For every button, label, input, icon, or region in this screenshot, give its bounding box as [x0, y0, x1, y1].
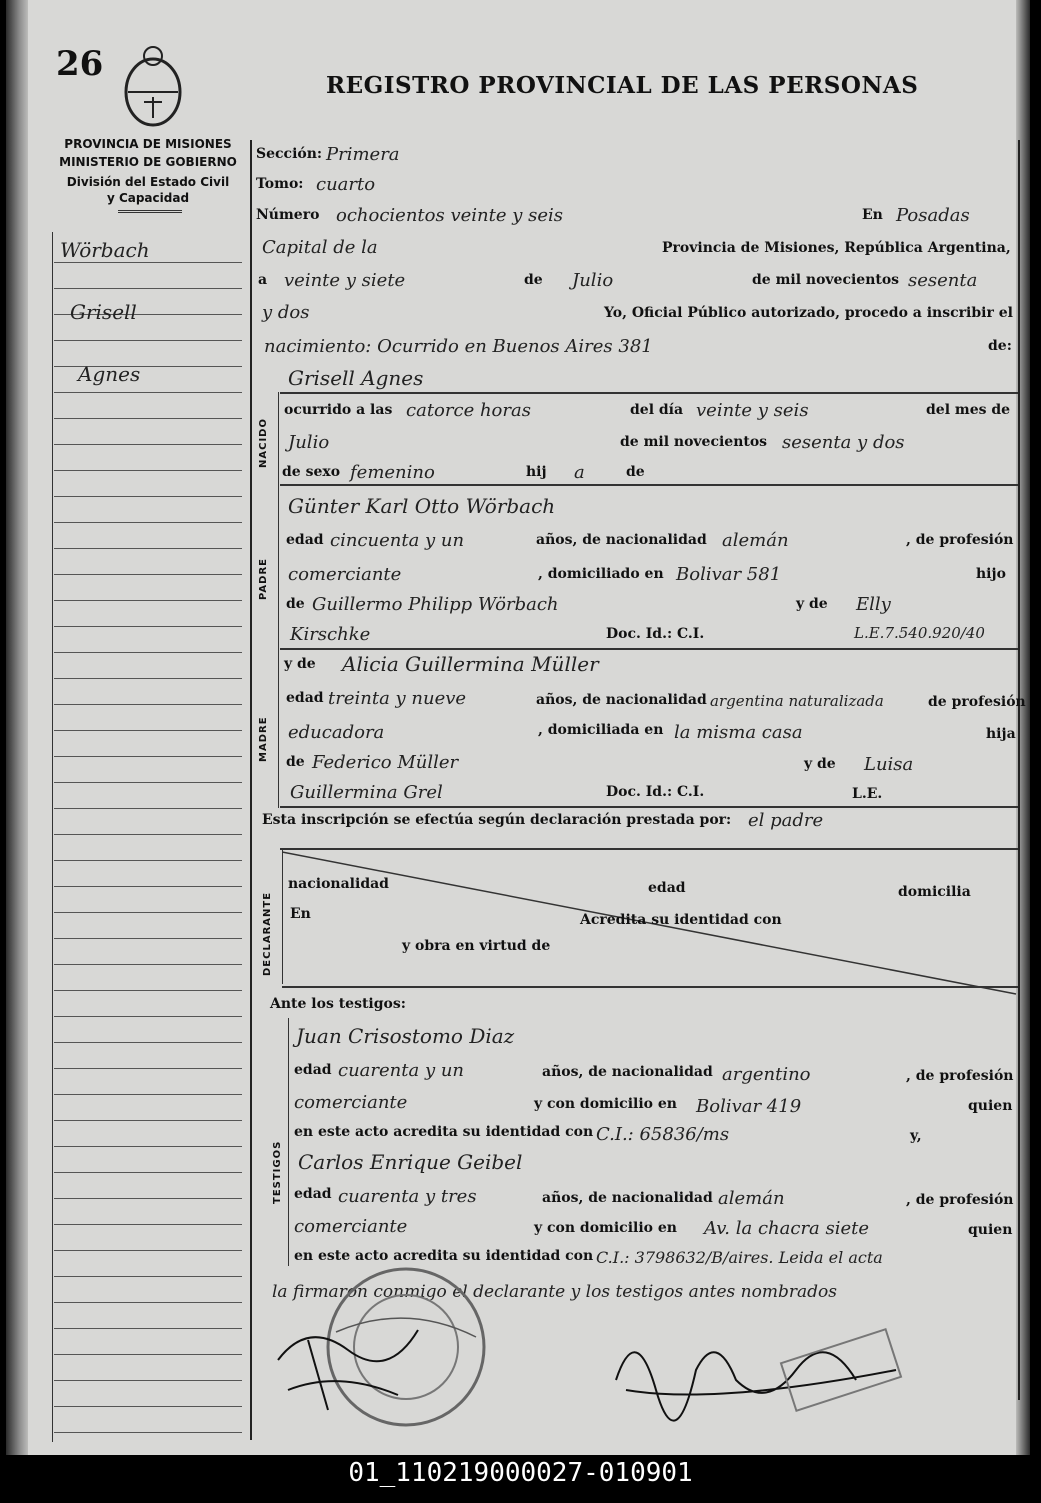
book-binding	[6, 0, 28, 1455]
seccion-label: Sección:	[256, 146, 323, 162]
section-divider	[278, 484, 279, 648]
tomo-value: cuarto	[316, 174, 376, 195]
ciudad-value: Posadas	[896, 205, 970, 226]
testigo-1-nacionalidad: argentino	[722, 1064, 811, 1085]
anos-nac-label-2: años, de nacionalidad	[536, 692, 707, 708]
mes-value: Julio	[572, 270, 614, 291]
margin-ruled-line	[54, 704, 242, 705]
numero-value: ochocientos veinte y seis	[336, 205, 564, 226]
del-dia-label: del día	[630, 402, 684, 418]
domiciliada-label: , domiciliada en	[538, 722, 664, 738]
anio-value-1: sesenta	[908, 270, 978, 291]
margin-ruled-line	[54, 418, 242, 419]
section-divider	[288, 1018, 289, 1266]
de-prof-label-3: , de profesión	[906, 1068, 1014, 1084]
margin-ruled-line	[54, 782, 242, 783]
padre-padre: Guillermo Philipp Wörbach	[312, 594, 559, 615]
margin-ruled-line	[54, 1302, 242, 1303]
hija-label: hija	[986, 726, 1016, 742]
de-mil-label: de mil novecientos	[752, 272, 900, 288]
divider	[118, 210, 182, 213]
testigo-1-profesion: comerciante	[294, 1092, 408, 1113]
padre-nacionalidad: alemán	[722, 530, 789, 551]
madre-profesion: educadora	[288, 722, 385, 743]
sexo-value: femenino	[350, 462, 435, 483]
con-domicilio-label: y con domicilio en	[534, 1096, 677, 1112]
margin-name-2: Agnes	[78, 362, 141, 386]
de-sexo-label: de sexo	[282, 464, 341, 480]
margin-ruled-line	[54, 730, 242, 731]
anio-nac-value: sesenta y dos	[782, 432, 905, 453]
testigo-1-edad: cuarenta y un	[338, 1060, 465, 1081]
madre-edad: treinta y nueve	[328, 688, 467, 709]
hijo-label: hijo	[976, 566, 1006, 582]
division-name: División del Estado Civil	[66, 175, 230, 189]
domiciliado-label: , domiciliado en	[538, 566, 664, 582]
mes-nac-value: Julio	[288, 432, 330, 453]
testigo-1-domicilio: Bolivar 419	[696, 1096, 802, 1117]
y-obra-label: y obra en virtud de	[402, 938, 551, 954]
margin-ruled-line	[54, 262, 242, 263]
de-label-4: de	[286, 754, 305, 770]
section-divider	[278, 392, 279, 484]
padre-doc: L.E.7.540.920/40	[854, 624, 985, 642]
ministry-name: MINISTERIO DE GOBIERNO	[59, 155, 237, 169]
margin-ruled-line	[54, 626, 242, 627]
margin-name-1: Grisell	[70, 300, 137, 324]
testigo-1-doc: C.I.: 65836/ms	[596, 1124, 730, 1145]
margin-ruled-line	[54, 470, 242, 471]
section-rule	[280, 806, 1018, 808]
margin-ruled-line	[54, 860, 242, 861]
margin-ruled-line	[54, 522, 242, 523]
document-page	[6, 0, 1030, 1455]
margin-ruled-line	[54, 938, 242, 939]
esta-inscripcion-label: Esta inscripción se efectúa según declaración prestada por:	[262, 812, 732, 828]
margin-ruled-line	[54, 1146, 242, 1147]
tomo-label: Tomo:	[256, 176, 304, 192]
y-de-label-2: y de	[284, 656, 316, 672]
main-frame-left	[250, 140, 252, 1440]
margin-ruled-line	[54, 964, 242, 965]
y-label: y,	[910, 1128, 922, 1144]
padre-madre-2: Kirschke	[290, 624, 371, 645]
edad-label: edad	[286, 532, 324, 548]
coat-of-arms-icon	[114, 42, 192, 128]
section-rule	[282, 986, 1018, 988]
margin-surname: Wörbach	[60, 238, 150, 262]
section-rule	[280, 392, 1018, 394]
margin-ruled-line	[54, 444, 242, 445]
margin-ruled-line	[54, 1120, 242, 1121]
margin-ruled-line	[54, 1172, 242, 1173]
doc-id-label-2: Doc. Id.: C.I.	[606, 784, 705, 800]
margin-ruled-line	[54, 496, 242, 497]
en-este-acto-label: en este acto acredita su identidad con	[294, 1124, 594, 1140]
section-rule	[280, 484, 1018, 486]
padre-edad: cincuenta y un	[330, 530, 465, 551]
numero-label: Número	[256, 207, 320, 223]
madre-nombre: Alicia Guillermina Müller	[342, 652, 599, 676]
margin-ruled-line	[54, 912, 242, 913]
padre-nombre: Günter Karl Otto Wörbach	[288, 494, 556, 518]
registry-title: REGISTRO PROVINCIAL DE LAS PERSONAS	[326, 72, 919, 99]
section-divider	[278, 648, 279, 808]
testigo-2-domicilio: Av. la chacra siete	[704, 1218, 870, 1239]
padre-side-label: PADRE	[258, 558, 269, 600]
en-label-2: En	[290, 906, 311, 922]
margin-ruled-line	[54, 678, 242, 679]
domicilia-label: domicilia	[898, 884, 971, 900]
ante-testigos-label: Ante los testigos:	[270, 996, 406, 1012]
de-colon-label: de:	[988, 338, 1012, 354]
declarante-value: el padre	[748, 810, 824, 831]
main-frame-right	[1018, 140, 1020, 1400]
madre-side-label: MADRE	[258, 716, 269, 762]
yo-label: Yo, Oficial Público autorizado, procedo a inscribir el	[604, 305, 1013, 321]
le-label: L.E.	[852, 786, 883, 802]
margin-ruled-line	[54, 990, 242, 991]
margin-ruled-line	[54, 1068, 242, 1069]
hij-label: hij	[526, 464, 547, 480]
margin-ruled-line	[54, 340, 242, 341]
margin-rule	[52, 232, 53, 1442]
de-prof-label: , de profesión	[906, 532, 1014, 548]
anos-nac-label: años, de nacionalidad	[536, 532, 707, 548]
en-este-acto-label-2: en este acto acredita su identidad con	[294, 1248, 594, 1264]
nacido-side-label: NACIDO	[258, 418, 269, 468]
margin-ruled-line	[54, 834, 242, 835]
margin-ruled-line	[54, 1016, 242, 1017]
testigo-2-edad: cuarenta y tres	[338, 1186, 477, 1207]
edad-label-4: edad	[294, 1062, 332, 1078]
province-name: PROVINCIA DE MISIONES	[64, 137, 232, 151]
y-de-label: y de	[796, 596, 828, 612]
madre-madre-1: Luisa	[864, 754, 914, 775]
margin-ruled-line	[54, 1354, 242, 1355]
anio-value-2: y dos	[262, 302, 310, 323]
anos-nac-label-3: años, de nacionalidad	[542, 1064, 713, 1080]
de-prof-label-4: , de profesión	[906, 1192, 1014, 1208]
section-rule	[280, 648, 1018, 650]
margin-ruled-line	[54, 288, 242, 289]
testigo-2-profesion: comerciante	[294, 1216, 408, 1237]
anos-nac-label-4: años, de nacionalidad	[542, 1190, 713, 1206]
capital-value: Capital de la	[262, 237, 378, 258]
margin-ruled-line	[54, 756, 242, 757]
closing-text: la firmaron conmigo el declarante y los testigos antes nombrados	[272, 1282, 837, 1302]
hora-value: catorce horas	[406, 400, 531, 421]
de-label-3: de	[286, 596, 305, 612]
madre-madre-2: Guillermina Grel	[290, 782, 443, 803]
madre-padre: Federico Müller	[312, 752, 459, 773]
declarante-side-label: DECLARANTE	[262, 891, 273, 976]
signature-left	[268, 1300, 428, 1420]
dia-nac-value: veinte y seis	[696, 400, 809, 421]
de-prof-label-2: de profesión	[928, 694, 1026, 710]
ocurrido-label: ocurrido a las	[284, 402, 393, 418]
de-mil-label-2: de mil novecientos	[620, 434, 768, 450]
margin-ruled-line	[54, 1276, 242, 1277]
de-label: de	[524, 272, 543, 288]
en-label: En	[862, 207, 883, 223]
margin-ruled-line	[54, 392, 242, 393]
con-domicilio-label-2: y con domicilio en	[534, 1220, 677, 1236]
margin-ruled-line	[54, 574, 242, 575]
hij-suffix: a	[574, 462, 585, 483]
de-label-2: de	[626, 464, 645, 480]
edad-label-3: edad	[648, 880, 686, 896]
testigo-2-doc: C.I.: 3798632/B/aires. Leida el acta	[596, 1248, 883, 1267]
doc-id-label: Doc. Id.: C.I.	[606, 626, 705, 642]
margin-ruled-line	[54, 886, 242, 887]
padre-domicilio: Bolivar 581	[676, 564, 782, 585]
quien-label: quien	[968, 1098, 1013, 1114]
margin-ruled-line	[54, 1042, 242, 1043]
division-name-2: y Capacidad	[106, 191, 190, 205]
margin-ruled-line	[54, 548, 242, 549]
margin-ruled-line	[54, 600, 242, 601]
margin-ruled-line	[54, 652, 242, 653]
footer-code: 01_110219000027-010901	[348, 1458, 693, 1488]
madre-nacionalidad: argentina naturalizada	[710, 692, 884, 710]
madre-domicilio: la misma casa	[674, 722, 803, 743]
page-number: 26	[56, 44, 104, 84]
y-de-label-3: y de	[804, 756, 836, 772]
signature-right	[596, 1310, 906, 1430]
margin-ruled-line	[54, 1406, 242, 1407]
testigo-1-nombre: Juan Crisostomo Diaz	[296, 1024, 515, 1048]
acredita-label: Acredita su identidad con	[580, 912, 782, 928]
margin-ruled-line	[54, 1380, 242, 1381]
margin-ruled-line	[54, 1432, 242, 1433]
edad-label-2: edad	[286, 690, 324, 706]
acto-value: nacimiento: Ocurrido en Buenos Aires 381	[264, 336, 653, 357]
nombre-value: Grisell Agnes	[288, 366, 424, 390]
seccion-value: Primera	[326, 144, 400, 165]
edad-label-5: edad	[294, 1186, 332, 1202]
testigo-2-nombre: Carlos Enrique Geibel	[298, 1150, 523, 1174]
dia-value: veinte y siete	[284, 270, 406, 291]
a-label: a	[258, 272, 268, 288]
margin-ruled-line	[54, 1094, 242, 1095]
padre-madre-1: Elly	[856, 594, 891, 615]
provincia-label: Provincia de Misiones, República Argentina,	[662, 240, 1011, 256]
padre-profesion: comerciante	[288, 564, 402, 585]
margin-ruled-line	[54, 1250, 242, 1251]
testigo-2-nacionalidad: alemán	[718, 1188, 785, 1209]
quien-label-2: quien	[968, 1222, 1013, 1238]
margin-ruled-line	[54, 808, 242, 809]
margin-ruled-line	[54, 1224, 242, 1225]
testigos-side-label: TESTIGOS	[272, 1140, 283, 1204]
margin-ruled-line	[54, 1328, 242, 1329]
margin-ruled-line	[54, 1198, 242, 1199]
nacionalidad-label: nacionalidad	[288, 876, 389, 892]
del-mes-label: del mes de	[926, 402, 1011, 418]
